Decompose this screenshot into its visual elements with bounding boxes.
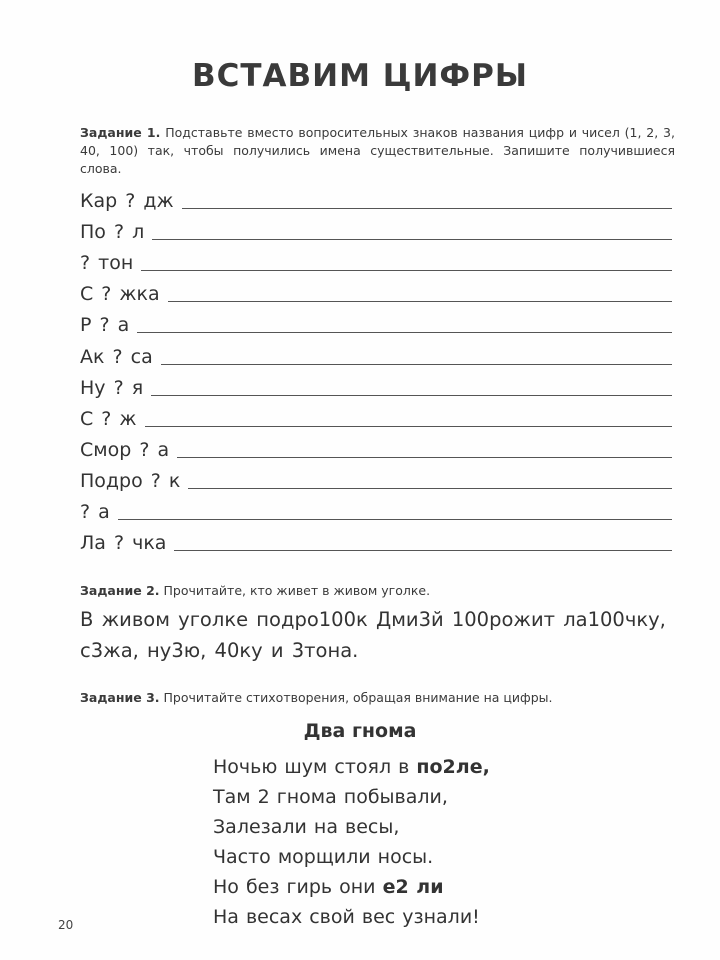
poem [213,752,490,932]
poem-line-text: Ночью шум стоял в [213,756,417,778]
puzzle-word: Ла ? чка [80,532,167,555]
task-2-instructions [80,582,675,600]
poem-highlight: е2 ли [382,876,444,898]
poem-line: Там 2 гнома побывали, [213,786,448,808]
puzzle-word: По ? л [80,221,145,244]
answer-line[interactable] [188,487,672,489]
answer-row[interactable] [80,182,672,213]
poem-line: Часто морщили носы. [213,846,434,868]
page-number: 20 [58,918,74,932]
puzzle-word: ? тон [80,252,134,275]
task-1-text: Подставьте вместо вопросительных знаков названия цифр и чисел (1, 2, 3, 40, 100) так, чтобы получились имена существительные. Запишите получившиеся слова. [80,125,675,176]
answer-line[interactable] [177,456,672,458]
living-corner-text [80,604,680,666]
puzzle-word: Ак ? са [80,345,153,368]
puzzle-word: С ? жка [80,283,160,306]
answer-row[interactable] [80,400,672,431]
living-corner-line: В живом уголке подро100к Дми3й 100рожит ла100чку, [80,608,666,631]
task-2-label: Задание 2. [80,583,160,598]
puzzle-word: Р ? а [80,314,130,337]
answer-line[interactable] [161,363,672,365]
task-1-instructions [80,124,675,178]
poem-line: На весах свой вес узнали! [213,906,480,928]
answer-line[interactable] [152,238,672,240]
answer-line[interactable] [151,394,672,396]
puzzle-word: Кар ? дж [80,190,174,213]
poem-title: Два гнома [303,720,417,742]
task-2-text: Прочитайте, кто живет в живом уголке. [159,583,431,598]
answer-row[interactable] [80,306,672,337]
task-3-instructions [80,689,675,707]
answer-line[interactable] [137,331,672,333]
puzzle-word: Смор ? а [80,438,170,461]
answer-line[interactable] [118,518,672,520]
answer-row[interactable] [80,213,672,244]
living-corner-line: с3жа, ну3ю, 40ку и 3тона. [80,639,359,662]
answer-row[interactable] [80,524,672,555]
poem-line [213,752,490,782]
answer-line[interactable] [174,549,672,551]
answer-row[interactable] [80,493,672,524]
answer-line[interactable] [182,207,672,209]
answer-row[interactable] [80,369,672,400]
puzzle-word: ? а [80,501,110,524]
answer-row[interactable] [80,244,672,275]
task-3-label: Задание 3. [80,690,160,705]
answer-row[interactable] [80,462,672,493]
page-title: ВСТАВИМ ЦИФРЫ [191,58,529,94]
puzzle-word: С ? ж [80,407,137,430]
answer-row[interactable] [80,431,672,462]
answer-line[interactable] [145,425,672,427]
answer-row[interactable] [80,337,672,368]
answer-row[interactable] [80,275,672,306]
puzzle-word: Подро ? к [80,469,181,492]
poem-highlight: по2ле, [416,756,490,778]
answer-rows [80,182,672,555]
task-1-label: Задание 1. [80,125,161,140]
poem-line-text: Но без гирь они [213,876,383,898]
task-3-text: Прочитайте стихотворения, обращая внимание на цифры. [159,690,553,705]
poem-line: Залезали на весы, [213,816,400,838]
answer-line[interactable] [141,269,672,271]
answer-line[interactable] [168,300,672,302]
poem-line [213,872,490,902]
puzzle-word: Ну ? я [80,376,144,399]
